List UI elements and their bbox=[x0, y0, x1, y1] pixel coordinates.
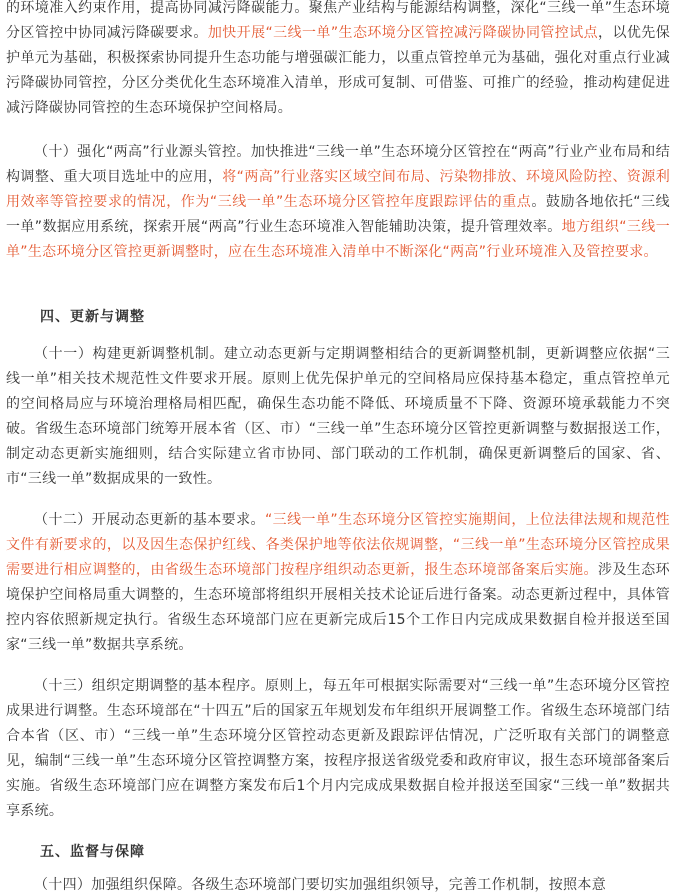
paragraph-14 bbox=[6, 873, 670, 894]
paragraph-12 bbox=[6, 508, 670, 658]
highlighted-text: 加快开展“三线一单”生态环境分区管控减污降碳协同管控试点 bbox=[207, 25, 599, 41]
paragraph-text: （十二）开展动态更新的基本要求。 bbox=[34, 512, 265, 528]
paragraph-text: 涉及生态环境保护空间格局重大调整的，生态环境部将组织开展相关技术论证后进行备案。动态更新过程中，具体管控内容依照新规定执行。省级生态环境部门应在更新完成后15个工作日内完成成果数据自检并报送至国家“三线一单”数据共享系统。 bbox=[6, 562, 670, 653]
paragraph-text: （十三）组织定期调整的基本程序。原则上，每五年可根据实际需要对“三线一单”生态环境分区管控成果进行调整。生态环境部在“十四五”后的国家五年规划发布年组织开展调整工作。省级生态环境部门结合本省（区、市）“三线一单”生态环境分区管控动态更新及跟踪评估情况，广泛听取有关部门的调整意见，编制“三线一单”生态环境分区管控调整方案，按程序报送省级党委和政府审议，报生态环境部备案后实施。省级生态环境部门应在调整方案发布后1个月内完成成果数据自检并报送至国家“三线一单”数据共享系统。 bbox=[6, 678, 670, 819]
paragraph-text: （十一）构建更新调整机制。建立动态更新与定期调整相结合的更新调整机制，更新调整应依据“三线一单”相关技术规范性文件要求开展。原则上优先保护单元的空间格局应保持基本稳定，重点管控单元的空间格局应与环境治理格局相匹配，确保生态功能不降低、环境质量不下降、资源环境承载能力不突破。省级生态环境部门统筹开展本省（区、市）“三线一单”生态环境分区管控更新调整与数据报送工作，制定动态更新实施细则，结合实际建立省市协同、部门联动的工作机制，确保更新调整后的国家、省、市“三线一单”数据成果的一致性。 bbox=[6, 346, 670, 487]
section-heading-4: 四、更新与调整 bbox=[40, 309, 145, 325]
paragraph-11 bbox=[6, 342, 670, 492]
paragraph-text: 。鼓励各地依托“三线一单”数据应用系统，探索开展“两高”行业生态环境准入智能辅助决策，提升管理效率。 bbox=[6, 194, 670, 235]
paragraph-13 bbox=[6, 674, 670, 824]
paragraph-text: 的环境准入约束作用，提高协同减污降碳能力。聚焦产业结构与能源结构调整，深化“三线一单”生态环境分区管控中协同减污降碳要求。 bbox=[6, 0, 670, 41]
section-heading-5: 五、监督与保障 bbox=[40, 844, 145, 860]
highlighted-text: “三线一单”生态环境分区管控实施期间，上位法律法规和规范性文件有新要求的，以及因生态保护红线、各类保护地等依法依规调整，“三线一单”生态环境分区管控成果需要进行相应调整的，由省级生态环境部门按程序组织动态更新，报生态环境部备案后实施。 bbox=[6, 512, 670, 578]
paragraph-text: ，以优先保护单元为基础，积极探索协同提升生态功能与增强碳汇能力，以重点管控单元为基础，强化对重点行业减污降碳协同管控，分区分类优化生态环境准入清单，形成可复制、可借鉴、可推广的经验，推动构建促进减污降碳协同管控的生态环境保护空间格局。 bbox=[6, 25, 670, 116]
highlighted-text: 地方组织“三线一单”生态环境分区管控更新调整时，应在生态环境准入清单中不断深化“两高”行业环境准入及管控要求。 bbox=[6, 219, 670, 260]
highlighted-text: 将“两高”行业落实区域空间布局、污染物排放、环境风险防控、资源利用效率等管控要求的情况，作为“三线一单”生态环境分区管控年度跟踪评估的重点 bbox=[6, 169, 671, 210]
paragraph-cont-9 bbox=[6, 0, 670, 121]
paragraph-10 bbox=[6, 140, 670, 265]
paragraph-text: （十四）加强组织保障。各级生态环境部门要切实加强组织领导，完善工作机制，按照本意 bbox=[34, 877, 606, 893]
paragraph-text: （十）强化“两高”行业源头管控。加快推进“三线一单”生态环境分区管控在“两高”行业产业布局和结构调整、重大项目选址中的应用， bbox=[6, 144, 670, 185]
